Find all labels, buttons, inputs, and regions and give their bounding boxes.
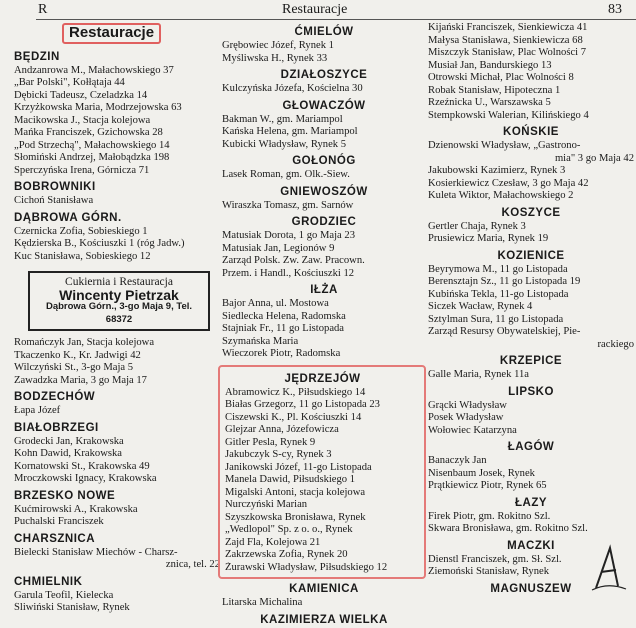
listing-entry: Stempkowski Walerian, Kilińskiego 4 (428, 109, 589, 121)
listing-entry: „Pod Strzechą", Małachowskiego 14 (14, 139, 170, 151)
header-rule (36, 19, 636, 20)
column-2 (222, 22, 426, 628)
listing-entry: Kohn Dawid, Krakowska (14, 448, 122, 459)
listing-entry: Wilczyński St., 3-go Maja 5 (14, 362, 134, 373)
listing-entry: Garula Teofil, Kielecka (14, 589, 114, 601)
listing-entry: Banaczyk Jan (428, 455, 487, 466)
listing-entry: Siedlecka Helena, Radomska (222, 310, 346, 322)
listing-entry: Puchalski Franciszek (14, 516, 104, 527)
listing-entry: Czernicka Zofia, Sobieskiego 1 (14, 225, 148, 237)
listing-entry: Słomiński Andrzej, Małobądzka 198 (14, 152, 170, 163)
ad-line-3: Dąbrowa Górn., 3-go Maja 9, Tel. 68372 (45, 301, 193, 325)
ad-line-2: Wincenty Pietrzak (59, 286, 179, 303)
listing-entry: Kubińska Tekla, 11-go Listopada (428, 288, 569, 300)
town-heading: GNIEWOSZÓW (280, 185, 368, 198)
town-heading: ŁAGÓW (507, 441, 555, 453)
listing-entry: Kosierkiewicz Czesław, 3 go Maja 42 (428, 177, 589, 189)
page-number: 83 (608, 2, 622, 17)
listing-entry: Posek Władysław (428, 412, 504, 423)
listing-entry: Otrowski Michał, Plac Wolności 8 (428, 72, 574, 83)
listing-entry: Matusiak Dorota, 1 go Maja 23 (222, 230, 355, 241)
listing-entry: Gitler Pesla, Rynek 9 (225, 436, 316, 448)
listing-entry: Manela Dawid, Piłsudskiego 1 (225, 474, 356, 485)
section-heading: Restauracje (62, 23, 161, 44)
listing-entry: „Wedlopol" Sp. z o. o., Rynek (225, 524, 353, 535)
listing-entry: Grącki Władysław (428, 399, 507, 411)
listing-entry: Kijański Franciszek, Sienkiewicza 41 (428, 22, 588, 33)
town-heading: DZIAŁOSZYCE (280, 69, 368, 81)
highlighted-town-block (218, 365, 426, 580)
listing-entry: Wołowiec Katarzyna (428, 424, 517, 436)
listing-entry: Żurawski Władysław, Piłsudskiego 12 (225, 561, 388, 573)
listing-entry: Stajniak Fr., 11 go Listopada (222, 323, 345, 334)
town-heading: KOSZYCE (501, 206, 561, 219)
ad-line-1: Cukiernia i Restauracja (65, 276, 173, 288)
listing-entry: Myśliwska H., Rynek 33 (222, 52, 328, 64)
listing-entry: Robak Stanisław, Hipoteczna 1 (428, 84, 561, 96)
listing-entry: Wieczorek Piotr, Radomska (222, 348, 341, 359)
listing-entry: Szyszkowska Bronisława, Rynek (225, 511, 366, 523)
listing-entry: Abramowicz K., Piłsudskiego 14 (225, 386, 366, 398)
listing-entry: Nisenbaum Josek, Rynek (428, 467, 535, 479)
listing-entry: Gertler Chaja, Rynek 3 (428, 220, 526, 232)
listing-entry: Mańka Franciszek, Gzichowska 28 (14, 127, 163, 138)
listing-entry: Prusiewicz Maria, Rynek 19 (428, 233, 549, 244)
listing-entry: Jakubczyk S-cy, Rynek 3 (225, 449, 332, 460)
town-heading: KRZEPICE (499, 355, 563, 367)
town-heading: IŁŻA (310, 284, 338, 296)
listing-entry: Firek Piotr, gm. Rokitno Szl. (428, 510, 551, 522)
column-1 (14, 22, 220, 615)
listing-entry: Kulczyńska Józefa, Kościelna 30 (222, 83, 363, 94)
listing-entry: Kuleta Wiktor, Małachowskiego 2 (428, 190, 574, 201)
listing-entry: Skwara Bronisława, gm. Rokitno Szl. (428, 523, 588, 534)
listing-entry: Kuc Stanisława, Sobieskiego 12 (14, 250, 151, 262)
listing-entry: mia" 3 go Maja 42 (554, 152, 634, 164)
listing-entry: Musiał Jan, Bandurskiego 13 (428, 59, 552, 71)
town-heading: BRZESKO NOWE (14, 489, 116, 502)
town-heading: LIPSKO (508, 385, 554, 398)
advertisement-box (28, 271, 210, 331)
town-heading: ĆMIELÓW (294, 26, 354, 38)
listing-entry: Siczek Wacław, Rynek 4 (428, 301, 533, 312)
listing-entry: Andzanrowa M., Małachowskiego 37 (14, 64, 174, 76)
page-letter: R (38, 2, 48, 17)
listing-entry: Bielecki Stanisław Miechów - Charsz- (14, 546, 178, 558)
listing-entry: Sztylman Sura, 11 go Listopada (428, 313, 564, 325)
listing-entry: Bakman W., gm. Mariampol (222, 113, 343, 125)
listing-entry: Kędzierska B., Kościuszki 1 (róg Jadw.) (14, 238, 185, 249)
listing-entry: Jakubowski Kazimierz, Rynek 3 (428, 165, 566, 176)
listing-entry: Wiraszka Tomasz, gm. Sarnów (222, 199, 354, 211)
listing-entry: Matusiak Jan, Legionów 9 (222, 242, 335, 254)
listing-entry: Kańska Helena, gm. Mariampol (222, 126, 358, 137)
listing-entry: Szymańska Maria (222, 335, 299, 347)
town-heading: MAGNUSZEW (490, 582, 572, 595)
listing-entry: Kućmirowski A., Krakowska (14, 503, 138, 515)
signature-mark (588, 542, 628, 592)
town-heading: CHARSZNICA (14, 532, 96, 545)
listing-entry: Zarząd Resursy Obywatelskiej, Pie- (428, 326, 581, 337)
listing-entry: Cichoń Stanisława (14, 195, 94, 206)
listing-entry: Glejzar Anna, Józefowicza (225, 424, 339, 435)
town-heading: BODZECHÓW (14, 391, 96, 403)
listing-entry: Zarząd Polsk. Zw. Zaw. Pracown. (222, 255, 365, 266)
listing-entry: Dzienowski Władysław, „Gastrono- (428, 140, 581, 151)
listing-entry: Białas Grzegorz, 11 go Listopada 23 (225, 399, 380, 410)
page-running-title: Restauracje (282, 2, 348, 17)
listing-entry: Macikowska J., Stacja kolejowa (14, 114, 151, 126)
town-heading: BIAŁOBRZEGI (14, 421, 99, 434)
listing-entry: Migalski Antoni, stacja kolejowa (225, 486, 366, 498)
town-heading: GŁOWACZÓW (282, 99, 366, 112)
listing-entry: Kubicki Władysław, Rynek 5 (222, 138, 347, 150)
listing-entry: Litarska Michalina (222, 597, 303, 608)
town-heading: KOŃSKIE (503, 126, 559, 138)
listing-entry: Dienstl Franciszek, gm. Sł. Szl. (428, 553, 562, 565)
town-heading: MACZKI (507, 539, 555, 552)
town-heading: BOBROWNIKI (14, 181, 96, 193)
listing-entry: Śliwiński Stanisław, Rynek (14, 602, 130, 613)
listing-entry: Janikowski Józef, 11-go Listopada (225, 461, 372, 473)
listing-entry: Tkaczenko K., Kr. Jadwigi 42 (14, 349, 141, 361)
listing-entry: Przem. i Handl., Kościuszki 12 (222, 267, 355, 279)
listing-entry: Zajd Fla, Kolejowa 21 (225, 536, 321, 548)
listing-entry: Krzyżkowska Maria, Modrzejowska 63 (14, 102, 182, 113)
listing-entry: Zakrzewska Zofia, Rynek 20 (225, 549, 348, 560)
listing-entry: rackiego (597, 338, 634, 350)
listing-entry: Sperczyńska Irena, Górnicza 71 (14, 164, 150, 176)
listing-entry: Berensztajn Sz., 11 go Listopada 19 (428, 276, 581, 287)
listing-entry: Kornatowski St., Krakowska 49 (14, 460, 150, 472)
listing-entry: Dębicki Tadeusz, Czeladzka 14 (14, 89, 148, 101)
listing-entry: Lasek Roman, gm. Olk.-Siew. (222, 169, 350, 180)
listing-entry: Ziemoński Stanisław, Rynek (428, 566, 549, 577)
listing-entry: Beyrymowa M., 11 go Listopada (428, 263, 568, 275)
town-heading: GOŁONÓG (292, 155, 356, 167)
column-3 (428, 22, 634, 597)
page-header (0, 0, 636, 20)
listing-entry: Mroczkowski Ignacy, Krakowska (14, 473, 157, 484)
listing-entry: Prątkiewicz Piotr, Rynek 65 (428, 480, 547, 491)
town-heading: ŁAZY (514, 496, 548, 509)
town-heading: KAMIENICA (289, 583, 359, 595)
listing-entry: Łapa Józef (14, 405, 61, 416)
listing-entry: Bajor Anna, ul. Mostowa (222, 298, 329, 309)
listing-entry: Grębowiec Józef, Rynek 1 (222, 40, 334, 51)
town-heading: CHMIELNIK (14, 575, 83, 588)
listing-entry: Miszczyk Stanisław, Plac Wolności 7 (428, 47, 587, 58)
town-heading: JĘDRZEJÓW (284, 372, 361, 385)
town-heading: GRODZIEC (291, 216, 357, 228)
listing-entry: Nurczyński Marian (225, 499, 308, 510)
listing-entry: Rzeźnicka U., Warszawska 5 (428, 97, 551, 108)
town-heading: BĘDZIN (14, 50, 60, 63)
town-heading: KAZIMIERZA WIELKA (260, 613, 388, 626)
listing-entry: „Bar Polski", Kołłątaja 44 (14, 77, 125, 88)
listing-entry: Galle Maria, Rynek 11a (428, 369, 529, 380)
listing-entry: Grodecki Jan, Krakowska (14, 435, 124, 447)
town-heading: DĄBROWA GÓRN. (14, 211, 122, 224)
town-heading: KOZIENICE (497, 249, 565, 262)
listing-entry: Małysa Stanisława, Sienkiewicza 68 (428, 34, 583, 46)
listing-entry: Ciszewski K., Pl. Kościuszki 14 (225, 411, 362, 423)
listing-entry: Zawadzka Maria, 3 go Maja 17 (14, 374, 147, 386)
listing-entry: Romańczyk Jan, Stacja kolejowa (14, 337, 155, 348)
listing-entry: znica, tel. 22 (165, 559, 220, 570)
